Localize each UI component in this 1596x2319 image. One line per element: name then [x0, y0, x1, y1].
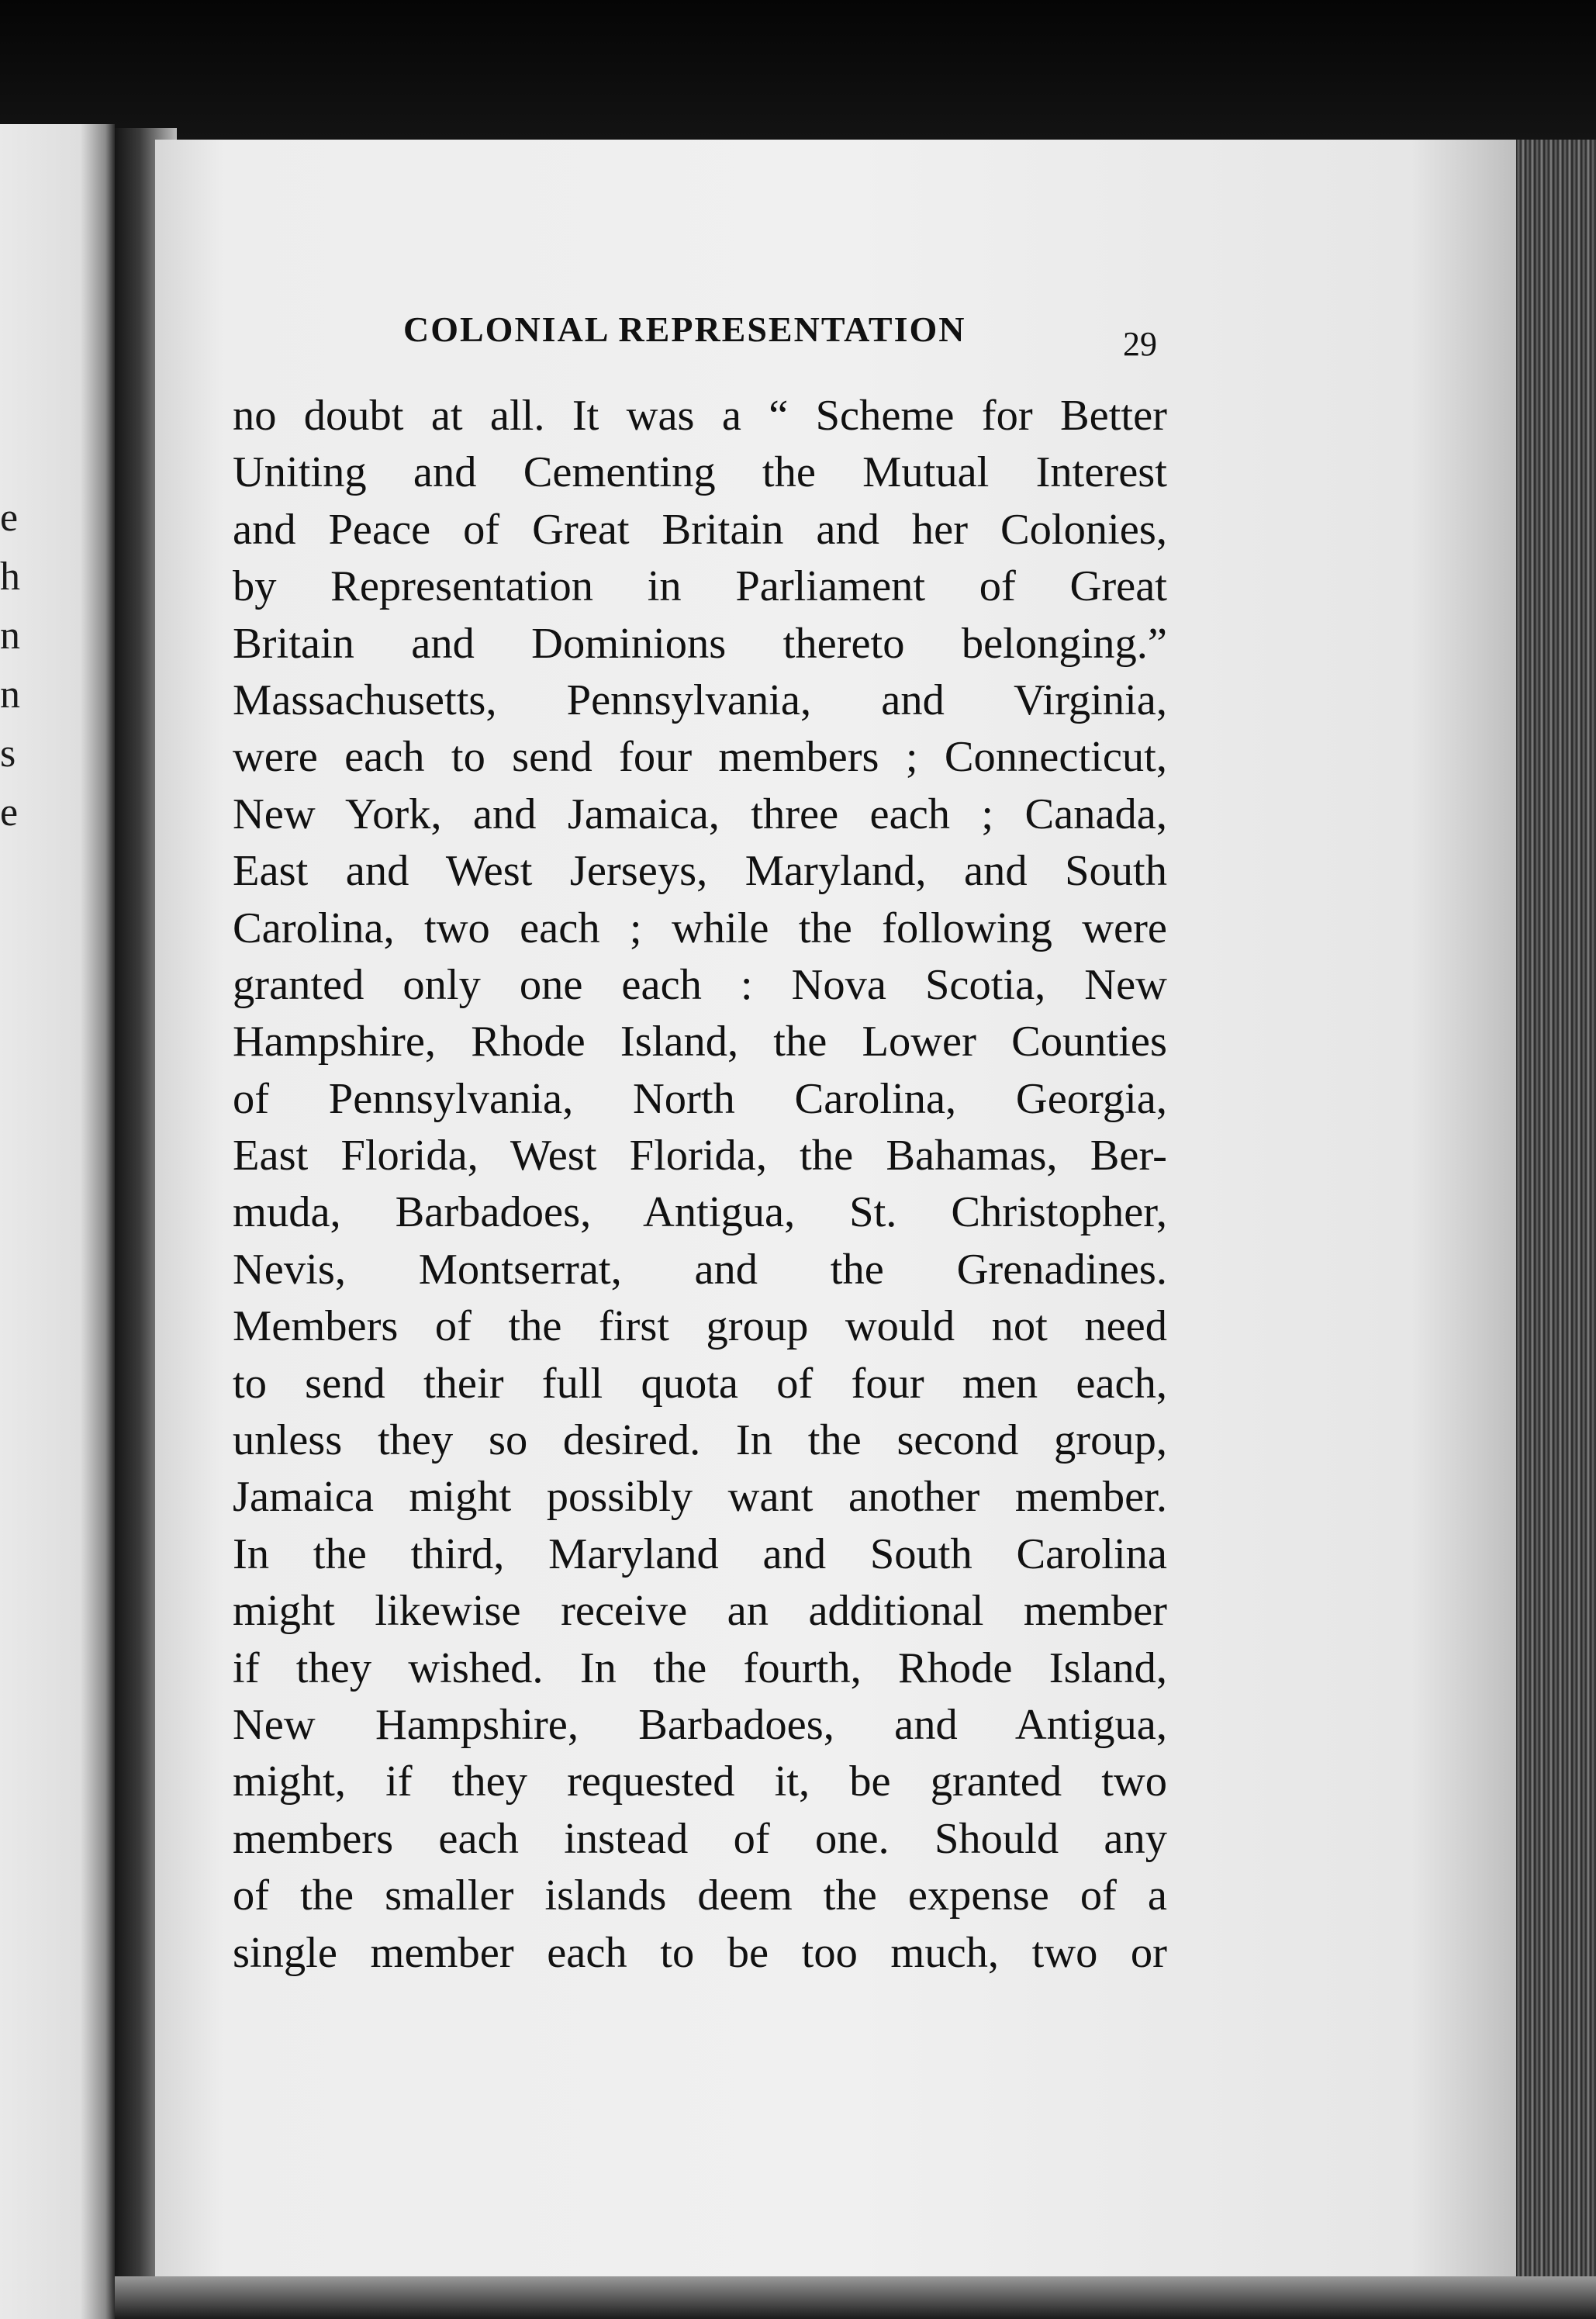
text-line: and Peace of Great Britain and her Colonies,: [233, 505, 1167, 554]
text-line: by Representation in Parliament of Great: [233, 562, 1167, 611]
page-number: 29: [1123, 325, 1157, 363]
text-line: East and West Jerseys, Maryland, and South: [233, 847, 1167, 896]
page-leaf-edges: [1516, 140, 1596, 2319]
scanner-top-band: [0, 0, 1596, 147]
scanner-bottom-band: [115, 2276, 1596, 2319]
text-line: if they wished. In the fourth, Rhode Island,: [233, 1643, 1167, 1692]
cut-letter: h: [0, 555, 20, 599]
text-line: to send their full quota of four men each,: [233, 1359, 1167, 1408]
text-line: of the smaller islands deem the expense of a: [233, 1871, 1167, 1920]
text-line: muda, Barbadoes, Antigua, St. Christopher,: [233, 1188, 1167, 1237]
text-line: Hampshire, Rhode Island, the Lower Counties: [233, 1018, 1167, 1066]
cut-letter: n: [0, 672, 20, 717]
text-line: single member each to be too much, two or: [233, 1928, 1167, 1977]
text-line: In the third, Maryland and South Carolina: [233, 1529, 1167, 1578]
cut-letter: e: [0, 496, 19, 540]
facing-page-edge: [0, 124, 115, 2319]
cut-letter: n: [0, 613, 20, 658]
text-line: New Hampshire, Barbadoes, and Antigua,: [233, 1700, 1167, 1749]
text-line: Britain and Dominions thereto belonging.”: [233, 619, 1167, 668]
body-text: [233, 388, 1167, 1982]
text-line: were each to send four members ; Connecticut,: [233, 733, 1167, 782]
text-line: members each instead of one. Should any: [233, 1814, 1167, 1863]
text-line: New York, and Jamaica, three each ; Canada,: [233, 790, 1167, 838]
text-line: Carolina, two each ; while the following were: [233, 904, 1167, 952]
text-line: might, if they requested it, be granted two: [233, 1757, 1167, 1806]
running-head: COLONIAL REPRESENTATION: [403, 309, 966, 349]
text-line: no doubt at all. It was a “ Scheme for Better: [233, 392, 1167, 440]
text-line: unless they so desired. In the second group,: [233, 1416, 1167, 1465]
text-line: Uniting and Cementing the Mutual Interest: [233, 448, 1167, 497]
text-line: granted only one each : Nova Scotia, New: [233, 960, 1167, 1009]
text-line: might likewise receive an additional member: [233, 1587, 1167, 1636]
cut-letter: s: [0, 731, 16, 776]
facing-page-cut-letters: [0, 489, 23, 842]
text-line: Massachusetts, Pennsylvania, and Virginia,: [233, 676, 1167, 724]
text-line: of Pennsylvania, North Carolina, Georgia,: [233, 1074, 1167, 1123]
text-line: Nevis, Montserrat, and the Grenadines.: [233, 1245, 1167, 1294]
cut-letter: e: [0, 790, 19, 835]
text-line: Jamaica might possibly want another member.: [233, 1473, 1167, 1522]
text-line: East Florida, West Florida, the Bahamas, Ber-: [233, 1132, 1167, 1180]
text-line: Members of the first group would not need: [233, 1302, 1167, 1351]
